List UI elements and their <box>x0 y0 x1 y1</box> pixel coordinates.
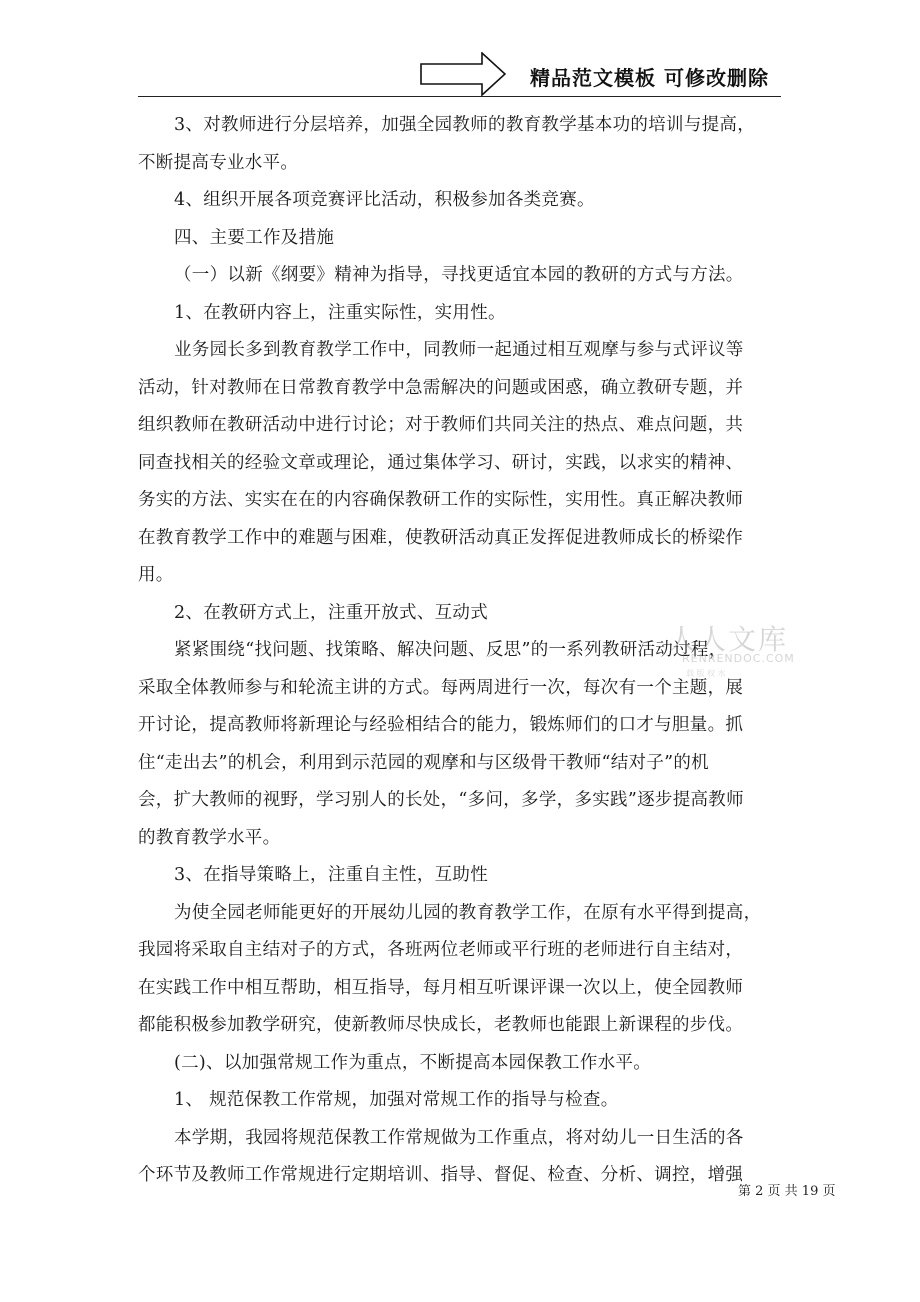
watermark <box>668 618 795 686</box>
paragraph-line: 组织教师在教研活动中进行讨论；对于教师们共同关注的热点、难点问题，共 <box>138 415 744 435</box>
header-title: 精品范文模板 可修改删除 <box>530 66 769 90</box>
paragraph-line: (二)、以加强常规工作为重点，不断提高本园保教工作水平。 <box>174 1052 652 1073</box>
paragraph-line: 不断提高专业水平。 <box>138 152 299 173</box>
paragraph-line: 本学期，我园将规范保教工作常规做为工作重点，将对幼儿一日生活的各 <box>174 1127 744 1148</box>
paragraph-line: 3、对教师进行分层培养，加强全园教师的教育教学基本功的培训与提高， <box>174 115 756 135</box>
page-number: 第 2 页 共 19 页 <box>738 1184 836 1199</box>
paragraph-line: 四、主要工作及措施 <box>174 227 335 248</box>
paragraph-line: 开讨论，提高教师将新理论与经验相结合的能力，锻炼师们的口才与胆量。抓 <box>138 715 744 735</box>
paragraph-line: 同查找相关的经验文章或理论，通过集体学习、研讨，实践，以求实的精神、 <box>138 452 744 473</box>
paragraph-line: 业务园长多到教育教学工作中，同教师一起通过相互观摩与参与式评议等 <box>174 340 744 360</box>
paragraph-line: 3、在指导策略上，注重自主性，互助性 <box>174 865 489 885</box>
paragraph-line: 住“走出去”的机会，利用到示范园的观摩和与区级骨干教师“结对子”的机 <box>138 752 709 773</box>
paragraph-line: 在教育教学工作中的难题与困难，使教研活动真正发挥促进教师成长的桥梁作 <box>138 527 744 548</box>
watermark-note: 载 版 权 水 <box>686 669 726 678</box>
paragraph-line: 活动，针对教师在日常教育教学中急需解决的问题或困惑，确立教研专题，并 <box>138 377 744 398</box>
paragraph-line: （一）以新《纲要》精神为指导，寻找更适宜本园的教研的方式与方法。 <box>174 265 744 285</box>
paragraph-line: 个环节及教师工作常规进行定期培训、指导、督促、检查、分析、调控，增强 <box>138 1165 744 1185</box>
paragraph-line: 的教育教学水平。 <box>138 827 281 848</box>
right-arrow-icon <box>420 52 506 96</box>
paragraph-line: 1、在教研内容上，注重实际性，实用性。 <box>174 302 506 323</box>
paragraph-line: 采取全体教师参与和轮流主讲的方式。每两周进行一次，每次有一个主题，展 <box>138 677 744 698</box>
paragraph-line: 在实践工作中相互帮助，相互指导，每月相互听课评课一次以上，使全园教师 <box>138 977 744 998</box>
watermark-logo-text: 人人文库 <box>668 623 789 656</box>
paragraph-line: 4、组织开展各项竞赛评比活动，积极参加各类竞赛。 <box>174 190 595 210</box>
paragraph-line: 用。 <box>138 565 174 585</box>
header-divider <box>138 96 781 97</box>
paragraph-line: 紧紧围绕“找问题、找策略、解决问题、反思”的一系列教研活动过程， <box>174 640 727 660</box>
paragraph-line: 2、在教研方式上，注重开放式、互动式 <box>174 602 489 623</box>
paragraph-line: 我园将采取自主结对子的方式，各班两位老师或平行班的老师进行自主结对， <box>138 940 744 960</box>
paragraph-line: 都能积极参加教学研究，使新教师尽快成长，老教师也能跟上新课程的步伐。 <box>138 1015 744 1035</box>
paragraph-line: 务实的方法、实实在在的内容确保教研工作的实际性，实用性。真正解决教师 <box>138 490 744 510</box>
watermark-url: RENRENDOC.COM <box>682 652 795 665</box>
paragraph-line: 会，扩大教师的视野，学习别人的长处，“多问，多学，多实践”逐步提高教师 <box>138 790 744 810</box>
paragraph-line: 1、 规范保教工作常规，加强对常规工作的指导与检查。 <box>174 1090 619 1110</box>
paragraph-line: 为使全园老师能更好的开展幼儿园的教育教学工作，在原有水平得到提高， <box>174 902 762 923</box>
